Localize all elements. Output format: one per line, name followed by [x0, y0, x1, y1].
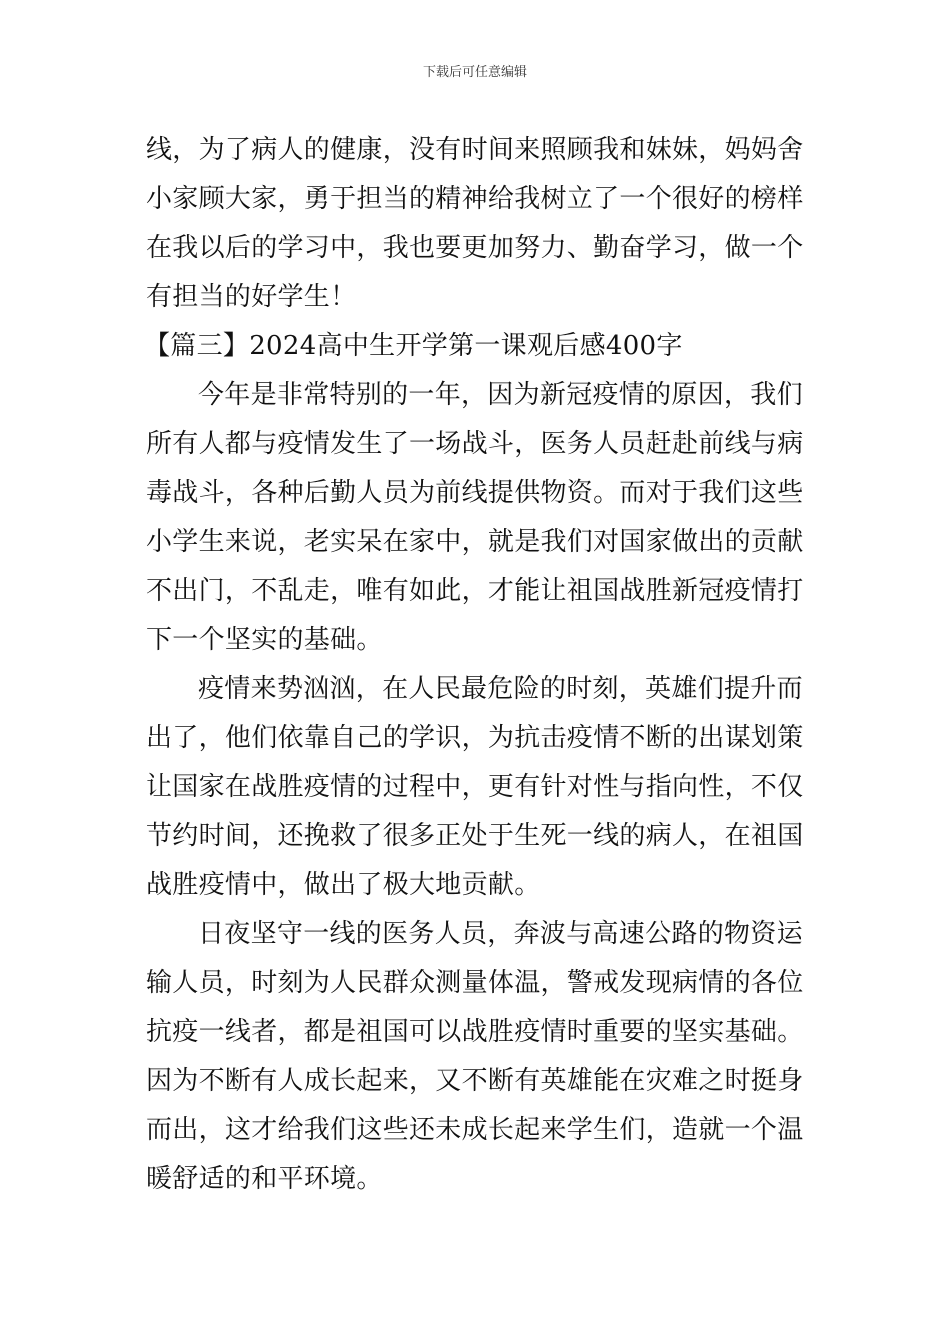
text-line: 所有人都与疫情发生了一场战斗，医务人员赶赴前线与病 — [146, 429, 804, 459]
text-line: 小学生来说，老实呆在家中，就是我们对国家做出的贡献 — [146, 527, 804, 557]
text-line: 因为不断有人成长起来，又不断有英雄能在灾难之时挺身 — [146, 1066, 804, 1096]
text-line: 今年是非常特别的一年，因为新冠疫情的原因，我们 — [198, 380, 803, 410]
page-header: 下载后可任意编辑 — [422, 65, 527, 80]
text-line: 毒战斗，各种后勤人员为前线提供物资。而对于我们这些 — [146, 478, 804, 508]
text-line: 而出，这才给我们这些还未成长起来学生们，造就一个温 — [146, 1115, 804, 1145]
text-line: 出了，他们依靠自己的学识，为抗击疫情不断的出谋划策 — [146, 723, 804, 753]
text-line: 让国家在战胜疫情的过程中，更有针对性与指向性，不仅 — [146, 772, 804, 802]
document-body — [146, 126, 810, 1204]
text-line: 抗疫一线者，都是祖国可以战胜疫情时重要的坚实基础。 — [146, 1017, 804, 1047]
text-line: 不出门，不乱走，唯有如此，才能让祖国战胜新冠疫情打 — [146, 576, 804, 606]
text-line: 输人员，时刻为人民群众测量体温，警戒发现病情的各位 — [146, 968, 804, 998]
text-line: 战胜疫情中，做出了极大地贡献。 — [146, 870, 541, 900]
text-line: 暖舒适的和平环境。 — [146, 1164, 383, 1194]
text-line: 有担当的好学生！ — [146, 282, 357, 312]
text-line: 线，为了病人的健康，没有时间来照顾我和妹妹，妈妈舍 — [146, 135, 804, 165]
text-line: 节约时间，还挽救了很多正处于生死一线的病人，在祖国 — [146, 821, 804, 851]
text-line: 下一个坚实的基础。 — [146, 625, 383, 655]
text-line: 小家顾大家，勇于担当的精神给我树立了一个很好的榜样 — [146, 184, 804, 214]
text-line: 日夜坚守一线的医务人员，奔波与高速公路的物资运 — [198, 919, 803, 949]
text-line: 疫情来势汹汹，在人民最危险的时刻，英雄们提升而 — [198, 674, 803, 704]
text-line: 在我以后的学习中，我也要更加努力、勤奋学习，做一个 — [146, 233, 804, 263]
section-title: 【篇三】2024高中生开学第一课观后感400字 — [144, 331, 683, 361]
